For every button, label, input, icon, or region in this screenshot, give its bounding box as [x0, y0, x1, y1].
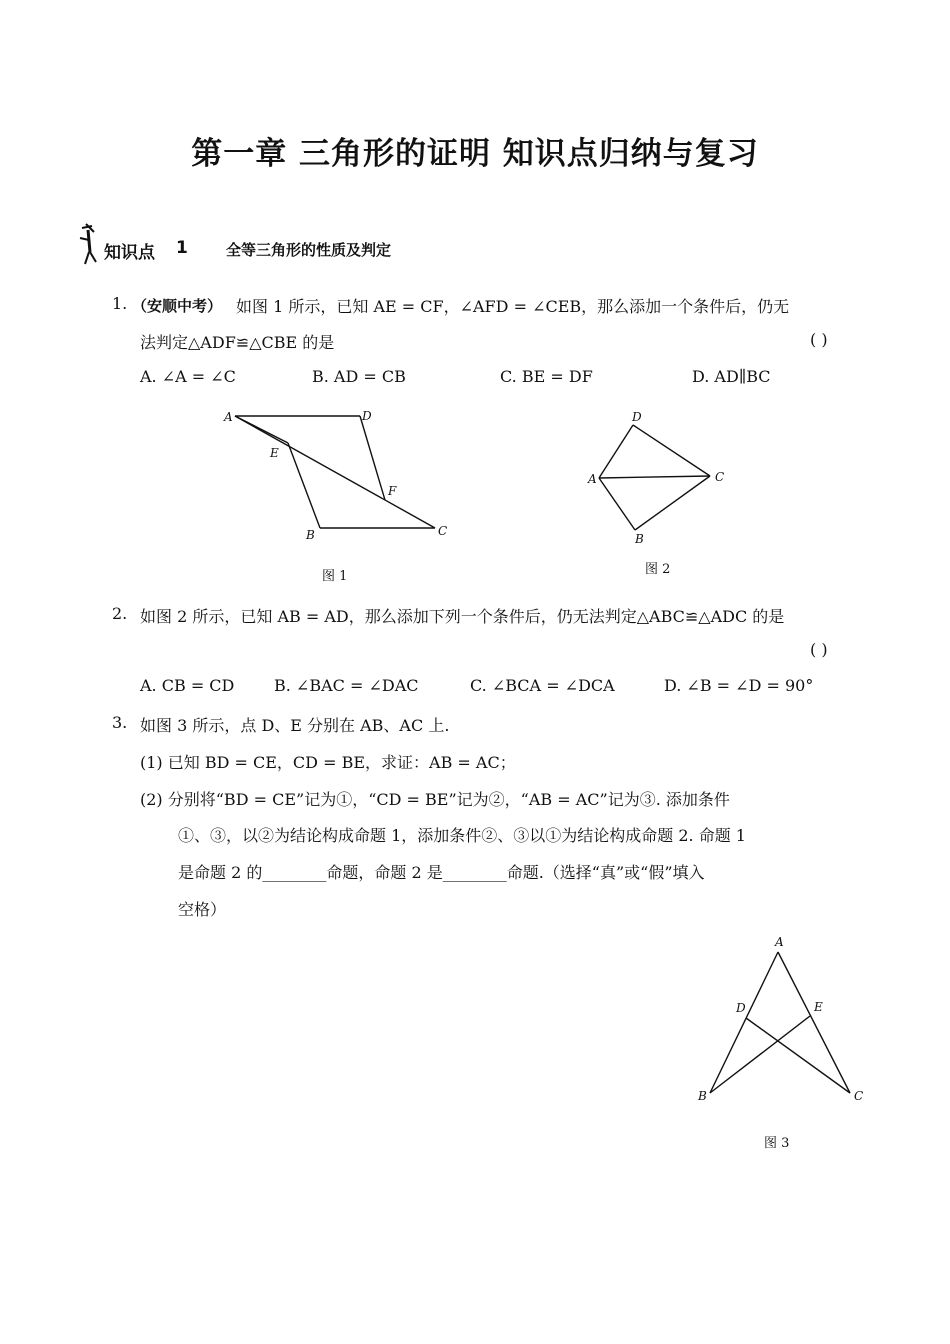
fig2-label-c: C: [715, 470, 725, 484]
fig1-edge-ac: [235, 416, 435, 528]
q2-answer-paren: ( ): [810, 640, 828, 659]
q1-number: 1.: [112, 294, 128, 313]
fig2-edge-dc: [633, 425, 710, 476]
fig2-edge-ab: [599, 478, 635, 530]
fig2-label-d: D: [632, 410, 642, 424]
fig1-label-c: C: [438, 524, 448, 538]
fig2-caption: 图 2: [645, 562, 671, 577]
knowledge-point-label: 知识点: [104, 243, 155, 263]
fig1-edge-ab: [288, 443, 320, 528]
fig3-label-b: B: [698, 1089, 707, 1103]
q3-part1: (1) 已知 BD = CE，CD = BE，求证：AB = AC；: [140, 753, 516, 772]
fig2-edge-bc: [635, 476, 710, 530]
knowledge-point-number: 1: [176, 238, 188, 258]
figure-2: [585, 405, 745, 545]
fig3-label-e: E: [814, 1000, 823, 1014]
q1-line2: 法判定△ADF≌△CBE 的是: [140, 333, 335, 352]
q2-number: 2.: [112, 604, 128, 623]
fig2-label-b: B: [635, 532, 644, 546]
q2-option-d: D. ∠B = ∠D = 90°: [664, 676, 814, 695]
fig3-caption: 图 3: [764, 1136, 790, 1151]
q1-option-a: A. ∠A = ∠C: [140, 367, 236, 386]
fig2-edge-ac: [599, 476, 710, 478]
fig2-edge-da: [599, 425, 633, 478]
q1-source: （安顺中考）: [132, 297, 223, 315]
q3-part2-line1: (2) 分别将“BD = CE”记为①，“CD = BE”记为②，“AB = AC”记为③. 添加条件: [140, 790, 730, 809]
q2-option-a: A. CB = CD: [140, 676, 235, 695]
fig3-edge-ac: [778, 952, 850, 1093]
figure-1: [220, 405, 460, 545]
fig1-label-d: D: [362, 409, 372, 423]
fig1-edge-ae: [235, 416, 288, 443]
fig3-label-c: C: [854, 1089, 864, 1103]
knowledge-point-title: 全等三角形的性质及判定: [226, 241, 392, 259]
q3-part2-line4: 空格）: [178, 900, 227, 919]
q1-option-c: C. BE = DF: [500, 367, 593, 386]
pencil-figure-icon: [72, 222, 102, 262]
fig1-label-a: A: [224, 410, 233, 424]
q1-option-d: D. AD∥BC: [692, 367, 771, 386]
fig1-label-b: B: [306, 528, 315, 542]
q1-option-b: B. AD = CB: [312, 367, 406, 386]
fig1-caption: 图 1: [322, 569, 348, 584]
q3-part2-line2: ①、③，以②为结论构成命题 1，添加条件②、③以①为结论构成命题 2. 命题 1: [178, 826, 746, 845]
q1-answer-paren: ( ): [810, 330, 828, 349]
q3-number: 3.: [112, 713, 128, 732]
q3-line1: 如图 3 所示，点 D、E 分别在 AB、AC 上.: [140, 716, 450, 735]
figure-3: [690, 930, 870, 1110]
fig3-label-a: A: [775, 935, 784, 949]
q2-option-c: C. ∠BCA = ∠DCA: [470, 676, 615, 695]
fig1-label-e: E: [270, 446, 279, 460]
fig3-edge-ab: [710, 952, 778, 1093]
q3-part2-line3: 是命题 2 的________命题，命题 2 是________命题.（选择“真”或“假”填入: [178, 863, 705, 882]
fig3-label-d: D: [736, 1001, 746, 1015]
q1-line1: 如图 1 所示，已知 AE = CF，∠AFD = ∠CEB，那么添加一个条件后，仍无: [236, 297, 790, 316]
q2-option-b: B. ∠BAC = ∠DAC: [274, 676, 419, 695]
fig2-label-a: A: [588, 472, 597, 486]
fig3-edge-dc: [746, 1018, 850, 1093]
fig1-label-f: F: [388, 484, 397, 498]
page-title: 第一章 三角形的证明 知识点归纳与复习: [191, 136, 759, 172]
q2-line1: 如图 2 所示，已知 AB = AD，那么添加下列一个条件后，仍无法判定△ABC≌△ADC 的是: [140, 607, 785, 626]
